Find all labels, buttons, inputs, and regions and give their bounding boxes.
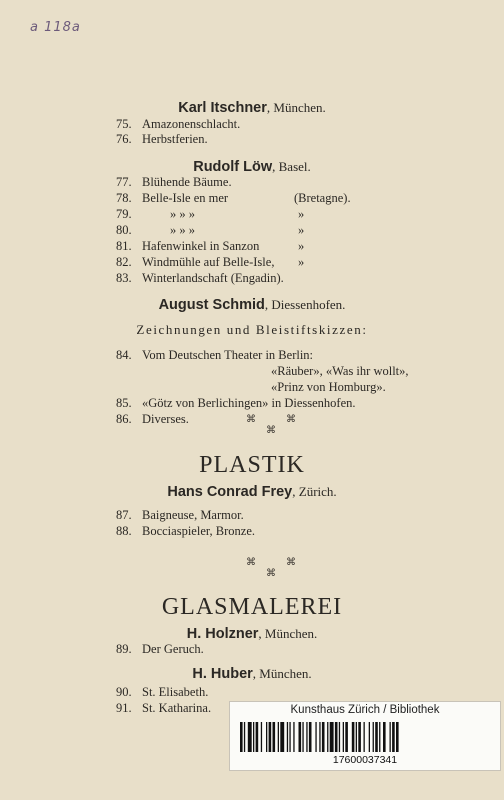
artist-heading: August Schmid, Diessenhofen. — [158, 297, 346, 313]
entry-number: 91. — [116, 701, 132, 715]
ornament-icon: ⌘ — [286, 414, 296, 425]
artist-name: Hans Conrad Frey — [167, 484, 293, 500]
barcode-bar — [364, 722, 365, 752]
entry-number: 79. — [116, 207, 132, 221]
barcode-bar — [327, 722, 328, 752]
entry-number: 82. — [116, 255, 132, 269]
entry-title: » » » — [170, 223, 195, 237]
ornament-icon: ⌘ — [246, 557, 256, 568]
barcode-bar — [379, 722, 380, 752]
entry-title: » » » — [170, 207, 195, 221]
barcode-bar — [293, 722, 294, 752]
entry-number: 87. — [116, 508, 132, 522]
artist-city: Diessenhofen. — [271, 297, 346, 312]
entry-title: Bocciaspieler, Bronze. — [142, 524, 255, 538]
entry-title: Windmühle auf Belle-Isle, — [142, 255, 275, 269]
barcode-bar — [339, 722, 340, 752]
barcode-bar — [302, 722, 303, 752]
artist-heading: H. Huber, München. — [192, 666, 312, 682]
artist-heading: Karl Itschner, München. — [178, 100, 326, 116]
barcode-bar — [335, 722, 338, 752]
artist-name: H. Holzner — [186, 626, 259, 642]
barcode-bar — [280, 722, 284, 752]
barcode-bar — [240, 722, 243, 752]
entry-title: St. Katharina. — [142, 701, 212, 715]
artist-subtitle: Zeichnungen und Bleistiftskizzen: — [136, 322, 368, 337]
artist-name: H. Huber — [192, 666, 253, 682]
barcode-bar — [373, 722, 374, 752]
barcode-bar — [343, 722, 344, 752]
entry-title: «Götz von Berlichingen» in Diessenhofen. — [142, 396, 356, 410]
entry-extra: » — [298, 239, 305, 253]
entry-number: 77. — [116, 175, 132, 189]
ornament-icon: ⌘ — [266, 425, 276, 436]
barcode-bar — [278, 722, 279, 752]
barcode-bar — [322, 722, 325, 752]
entry-number: 90. — [116, 685, 132, 699]
entry-number: 76. — [116, 132, 132, 146]
artist-city: Zürich. — [298, 484, 337, 499]
ornament-icon: ⌘ — [266, 568, 276, 579]
barcode-bar — [383, 722, 386, 752]
barcode-bar — [315, 722, 316, 752]
artist-heading: Rudolf Löw, Basel. — [193, 159, 311, 175]
barcode-bar — [396, 722, 399, 752]
barcode-bar — [266, 722, 267, 752]
barcode-bar — [345, 722, 348, 752]
artist-city: München. — [259, 666, 312, 681]
artist-heading: H. Holzner, München. — [186, 626, 318, 642]
entry-title: Baigneuse, Marmor. — [142, 508, 244, 522]
ornament-icon: ⌘ — [246, 414, 256, 425]
entry-extra: » — [298, 223, 305, 237]
barcode-bar — [352, 722, 355, 752]
entry-number: 86. — [116, 412, 132, 426]
barcode-bar — [248, 722, 252, 752]
entry-title: Der Geruch. — [142, 642, 204, 656]
ornament-icon: ⌘ — [286, 557, 296, 568]
barcode-bar — [289, 722, 290, 752]
entry-number: 78. — [116, 191, 132, 205]
barcode-bar — [319, 722, 320, 752]
barcode-bar — [256, 722, 259, 752]
entry-title: Vom Deutschen Theater in Berlin: — [142, 348, 314, 362]
artist-name: Karl Itschner — [178, 100, 267, 116]
barcode-bar — [253, 722, 254, 752]
barcode-bar — [269, 722, 272, 752]
artist-heading: Hans Conrad Frey, Zürich. — [167, 484, 337, 500]
entry-number: 85. — [116, 396, 132, 410]
entry-extra: » — [298, 255, 305, 269]
barcode-bar — [273, 722, 276, 752]
entry-extra: » — [298, 207, 305, 221]
entry-number: 83. — [116, 271, 132, 285]
section-heading: GLASMALEREI — [161, 594, 343, 620]
entry-title: Blühende Bäume. — [142, 175, 232, 189]
entry-number: 84. — [116, 348, 132, 362]
barcode-bar — [392, 722, 395, 752]
artist-city: München. — [264, 626, 318, 641]
artist-name: Rudolf Löw — [193, 159, 273, 175]
barcode-bar — [369, 722, 370, 752]
entry-title: Winterlandschaft (Engadin). — [142, 271, 284, 285]
barcode-bar — [306, 722, 307, 752]
barcode-bar — [358, 722, 361, 752]
entry-title: Belle-Isle en mer — [142, 191, 229, 205]
barcode-bar — [375, 722, 378, 752]
entry-number: 75. — [116, 117, 132, 131]
barcode-bar — [390, 722, 391, 752]
artist-city: Basel. — [278, 159, 311, 174]
barcode-bar — [261, 722, 262, 752]
entry-number: 80. — [116, 223, 132, 237]
entry-title: Herbstferien. — [142, 132, 208, 146]
library-barcode-sticker — [229, 701, 501, 771]
library-label: Kunsthaus Zürich / Bibliothek — [290, 704, 440, 716]
entry-title: Amazonenschlacht. — [142, 117, 241, 131]
pencil-note: a 118a — [30, 20, 81, 35]
section-heading: PLASTIK — [199, 452, 305, 478]
entry-title: «Prinz von Homburg». — [271, 380, 386, 394]
artist-name: August Schmid — [158, 297, 265, 313]
entry-number: 81. — [116, 239, 132, 253]
barcode-bar — [287, 722, 288, 752]
barcode-bar — [299, 722, 302, 752]
barcode-icon — [238, 722, 492, 752]
barcode-bar — [244, 722, 245, 752]
entry-title: St. Elisabeth. — [142, 685, 209, 699]
entry-number: 89. — [116, 642, 132, 656]
barcode-bar — [309, 722, 312, 752]
barcode-bar — [356, 722, 357, 752]
artist-city: München. — [273, 100, 326, 115]
barcode-number: 17600037341 — [332, 754, 398, 766]
entry-title: Diverses. — [142, 412, 189, 426]
entry-title: Hafenwinkel in Sanzon — [142, 239, 260, 253]
barcode-bar — [330, 722, 334, 752]
entry-number: 88. — [116, 524, 132, 538]
entry-extra: (Bretagne). — [294, 191, 351, 205]
entry-title: «Räuber», «Was ihr wollt», — [271, 364, 409, 378]
